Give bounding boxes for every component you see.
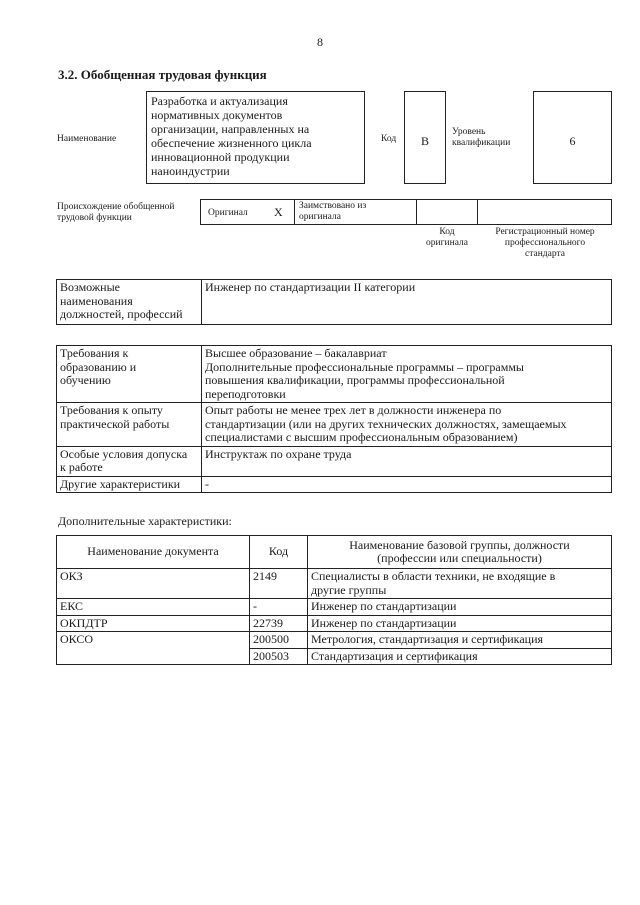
requirement-row: Другие характеристики - <box>57 476 612 493</box>
positions-value: Инженер по стандартизации II категории <box>202 280 612 325</box>
code-original-caption: Код оригинала <box>426 227 468 248</box>
name-value: Разработка и актуализация нормативных документов организации, направленных на обеспечение жизненного цикла инновационной продукции наноиндустрии <box>146 91 365 184</box>
section-title: 3.2. Обобщенная трудовая функция <box>58 67 267 82</box>
level-value: 6 <box>533 91 612 184</box>
requirement-row: Требования к опыту практической работы Опыт работы не менее трех лет в должности инженера по стандартизации (или на других технических должностях, замещаемых специалистами с высшим профессиональным образованием) <box>57 403 612 447</box>
col-code-header: Код <box>250 536 308 569</box>
positions-label: Возможные наименования должностей, профессий <box>57 280 202 325</box>
requirement-row: Особые условия допуска к работе Инструктаж по охране труда <box>57 446 612 476</box>
borrowed-label: Заимствовано из оригинала <box>299 201 367 222</box>
code-value: B <box>404 91 446 184</box>
positions-table <box>56 279 612 325</box>
extra-table <box>56 535 612 665</box>
table-row: ОКЗ 2149 Специалисты в области техники, не входящие в другие группы <box>57 569 612 599</box>
table-row: ЕКС - Инженер по стандартизации <box>57 599 612 616</box>
extra-title: Дополнительные характеристики: <box>58 514 232 528</box>
table-row: ОКСО 200500 Метрология, стандартизация и сертификация <box>57 632 612 649</box>
original-label: Оригинал <box>208 208 248 218</box>
page-number: 8 <box>317 35 323 49</box>
origin-label: Происхождение обобщенной трудовой функции <box>57 202 175 223</box>
code-label: Код <box>381 134 397 144</box>
origin-form <box>200 199 612 225</box>
table-row: ОКПДТР 22739 Инженер по стандартизации <box>57 615 612 632</box>
extra-header-row <box>57 536 612 569</box>
col-name-header: Наименование базовой группы, должности (профессии или специальности) <box>308 536 612 569</box>
col-doc-header: Наименование документа <box>57 536 250 569</box>
requirements-table <box>56 345 612 493</box>
name-label: Наименование <box>57 134 117 144</box>
level-label: Уровень квалификации <box>452 127 511 148</box>
reg-number-caption: Регистрационный номер профессионального стандарта <box>495 227 595 259</box>
table-row: 200503 Стандартизация и сертификация <box>57 648 612 665</box>
requirement-row: Требования к образованию и обучению Высшее образование – бакалавриат Дополнительные профессиональные программы – программы повышения квалификации, программы профессиональной переподготовки <box>57 346 612 403</box>
original-mark: X <box>274 205 283 219</box>
